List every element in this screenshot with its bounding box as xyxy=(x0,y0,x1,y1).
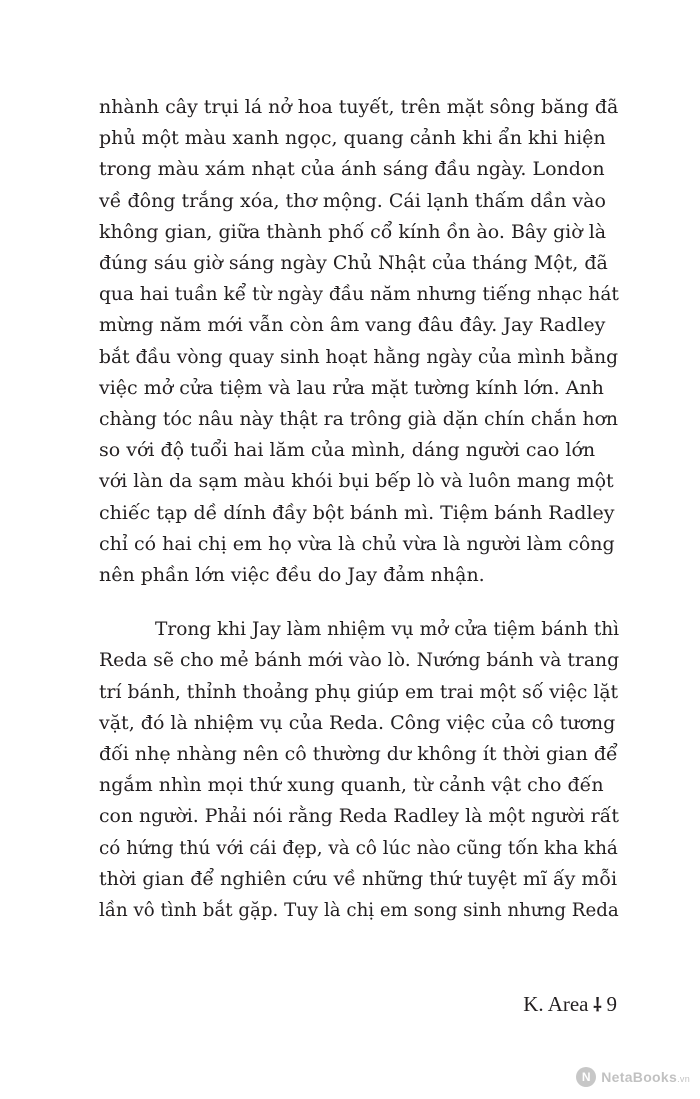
divider-icon: ⸸ xyxy=(593,994,602,1015)
netabooks-logo-icon: N xyxy=(576,1067,596,1087)
text-line: thời gian để nghiên cứu về những thứ tuyệt mĩ ấy mỗi xyxy=(99,867,618,890)
paragraph-2 xyxy=(99,614,619,926)
text-line: trong màu xám nhạt của ánh sáng đầu ngày. London xyxy=(99,158,605,181)
text-line: chàng tóc nâu này thật ra trông già dặn chín chắn hơn xyxy=(99,409,619,431)
text-line: Trong khi Jay làm nhiệm vụ mở cửa tiệm bánh thì xyxy=(155,619,620,641)
text-line: đối nhẹ nhàng nên cô thường dư không ít thời gian để xyxy=(99,743,618,766)
text-line: qua hai tuần kể từ ngày đầu năm nhưng tiếng nhạc hát xyxy=(99,284,619,306)
watermark-brand xyxy=(601,1069,690,1085)
text-line: bắt đầu vòng quay sinh hoạt hằng ngày của mình bằng xyxy=(99,346,619,368)
text-line: đúng sáu giờ sáng ngày Chủ Nhật của tháng Một, đã xyxy=(99,252,608,275)
body-text xyxy=(99,92,619,926)
text-line: trí bánh, thỉnh thoảng phụ giúp em trai một số việc lặt xyxy=(99,681,619,703)
text-line: việc mở cửa tiệm và lau rửa mặt tường kính lớn. Anh xyxy=(99,376,604,399)
text-line: với làn da sạm màu khói bụi bếp lò và luôn mang một xyxy=(99,470,614,493)
text-line: có hứng thú với cái đẹp, và cô lúc nào cũng tốn kha khá xyxy=(99,837,618,859)
text-line: vặt, đó là nhiệm vụ của Reda. Công việc của cô tương xyxy=(99,711,616,734)
text-line: so với độ tuổi hai lăm của mình, dáng người cao lớn xyxy=(99,439,596,462)
text-line: về đông trắng xóa, thơ mộng. Cái lạnh thấm dần vào xyxy=(99,189,606,212)
text-line: nên phần lớn việc đều do Jay đảm nhận. xyxy=(99,564,485,587)
text-line: con người. Phải nói rằng Reda Radley là một người rất xyxy=(99,806,619,828)
paragraph-1 xyxy=(99,92,619,591)
page-number: 9 xyxy=(606,992,617,1016)
text-line: phủ một màu xanh ngọc, quang cảnh khi ẩn khi hiện xyxy=(99,127,606,150)
text-line: chỉ có hai chị em họ vừa là chủ vừa là người làm công xyxy=(99,532,615,555)
text-line: Reda sẽ cho mẻ bánh mới vào lò. Nướng bánh và trang xyxy=(99,650,620,672)
watermark xyxy=(576,1067,690,1087)
text-line: mừng năm mới vẫn còn âm vang đâu đây. Jay Radley xyxy=(99,314,606,337)
text-line: nhành cây trụi lá nở hoa tuyết, trên mặt sông băng đã xyxy=(99,96,619,118)
watermark-brand-name: NetaBooks xyxy=(601,1069,678,1085)
text-line: không gian, giữa thành phố cổ kính ồn ào. Bây giờ là xyxy=(99,220,607,243)
watermark-brand-suffix: .vn xyxy=(677,1074,690,1084)
running-author: K. Area xyxy=(523,992,589,1016)
text-line: chiếc tạp dề dính đầy bột bánh mì. Tiệm bánh Radley xyxy=(99,501,615,524)
text-line: lần vô tình bắt gặp. Tuy là chị em song sinh nhưng Reda xyxy=(99,900,619,922)
text-line: ngắm nhìn mọi thứ xung quanh, từ cảnh vật cho đến xyxy=(99,774,604,797)
page-footer xyxy=(523,992,617,1017)
